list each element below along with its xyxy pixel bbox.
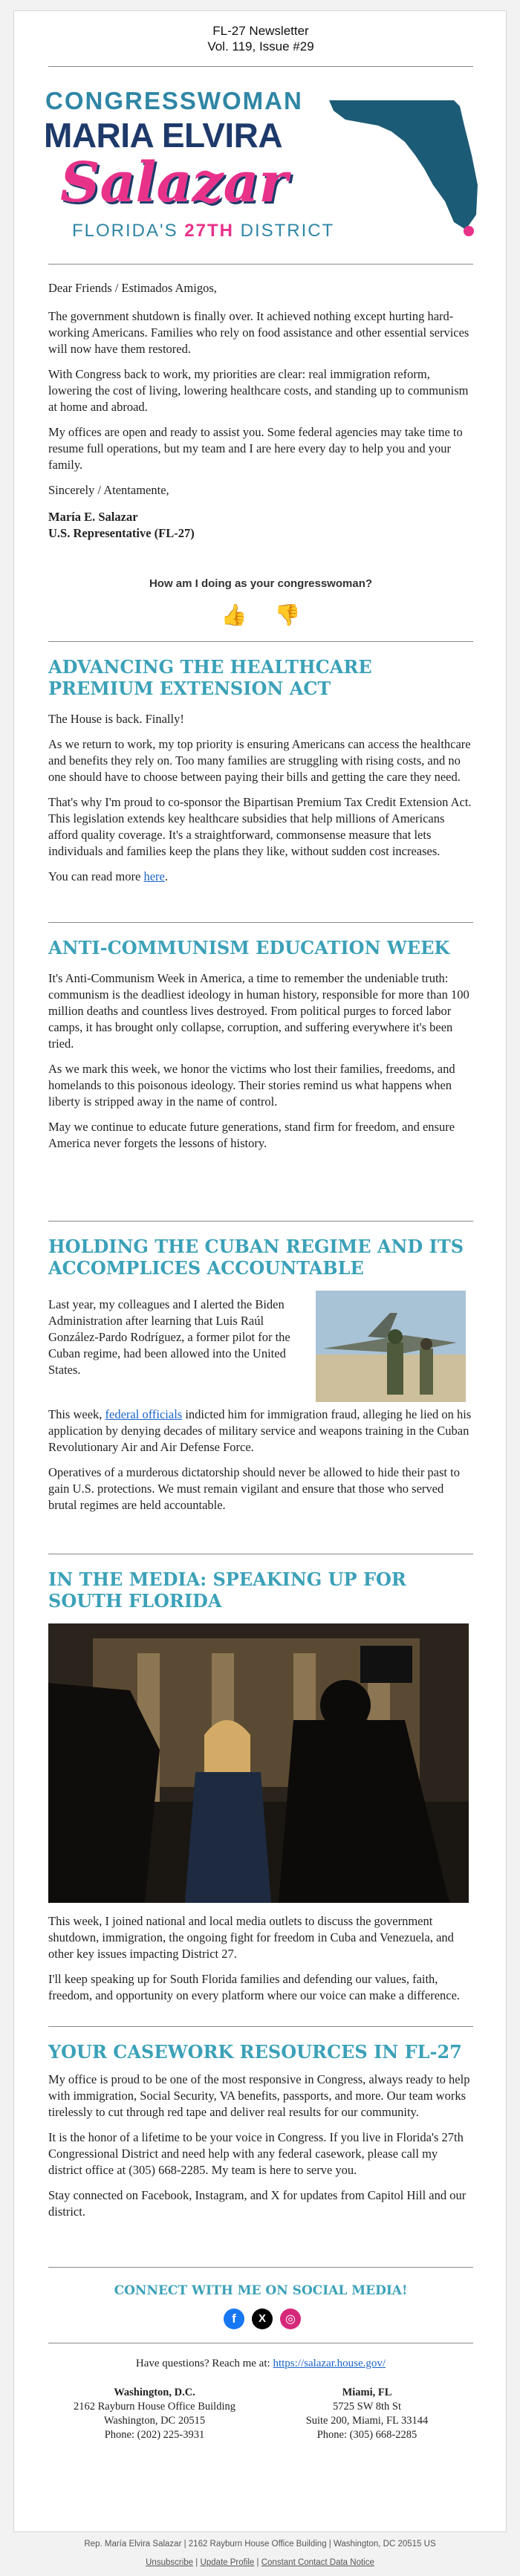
signature-name: María E. Salazar [48, 510, 138, 524]
section-paragraph: Operatives of a murderous dictatorship should never be allowed to hide their past to gain U.S. protections. We must remain vigilant and ensure that those who served brutal regimes are held accountable. [48, 1465, 460, 1512]
instagram-icon[interactable]: ◎ [280, 2309, 301, 2329]
newsletter-container [13, 10, 507, 2532]
office-phone: Phone: (202) 225-3931 [104, 2429, 205, 2441]
masthead-issue: Vol. 119, Issue #29 [207, 39, 314, 53]
federal-officials-link[interactable]: federal officials [105, 1407, 183, 1421]
section-paragraph: The House is back. Finally! [48, 712, 184, 726]
signature-title: U.S. Representative (FL-27) [48, 526, 195, 540]
footer-address: Rep. María Elvira Salazar | 2162 Rayburn House Office Building | Washington, DC 20515 US [84, 2540, 436, 2549]
section-title: HOLDING THE CUBAN REGIME AND ITS ACCOMPLICES ACCOUNTABLE [48, 1236, 464, 1279]
masthead-title: FL-27 Newsletter [212, 24, 309, 38]
office-line: 2162 Rayburn House Office Building [73, 2401, 235, 2413]
section-paragraph: My office is proud to be one of the most responsive in Congress, always ready to help with immigration, Social Security, VA benefits, passports, and more. Our team works tirelessly to cut through red tape and deliver real results for our community. [48, 2072, 470, 2119]
banner-name: MARIA ELVIRA [44, 116, 283, 155]
divider [48, 2026, 473, 2027]
office-phone: Phone: (305) 668-2285 [316, 2429, 417, 2441]
section-paragraph: I'll keep speaking up for South Florida families and defending our values, faith, freedom, and opportunity on every platform where our voice can make a difference. [48, 1972, 461, 2002]
section-paragraph: That's why I'm proud to co-sponsor the Bipartisan Premium Tax Credit Extension Act. This legislation extends key healthcare subsidies that help millions of Americans afford quality coverage. It's a straightforward, commonsense measure that lets individuals and families keep the plans they like, without sudden cost increases. [48, 795, 472, 858]
update-profile-link[interactable]: Update Profile [200, 2558, 255, 2567]
intro-letter [48, 280, 473, 542]
footer-separator: | [256, 2558, 259, 2567]
jet-fighter-image [316, 1291, 466, 1402]
read-more-period: . [164, 869, 168, 883]
divider [48, 264, 473, 265]
thumbs-down-icon[interactable]: 👎 [274, 604, 301, 627]
section-paragraph: May we continue to educate future generations, stand firm for freedom, and ensure America never forgets the lessons of history. [48, 1120, 455, 1150]
miami-office [261, 2386, 473, 2442]
contact-question-text: Have questions? Reach me at: [135, 2358, 273, 2369]
footer-separator: | [195, 2558, 198, 2567]
section-title: IN THE MEDIA: SPEAKING UP FOR SOUTH FLORIDA [48, 1568, 406, 1612]
section-title: YOUR CASEWORK RESOURCES IN FL-27 [48, 2041, 462, 2063]
divider [48, 922, 473, 923]
banner-script-name: Salazar [60, 151, 288, 215]
office-title: Miami, FL [342, 2387, 392, 2398]
section-paragraph: As we return to work, my top priority is ensuring Americans can access the healthcare and benefits they rely on. Too many families are struggling with rising costs, and no one should have to choose between paying their bills and getting the care they need. [48, 737, 471, 784]
paragraph-text: indicted him for immigration fraud, alleging he lied on his application by denying decades of military service and weapons training in the Cuban Revolutionary Air and Air Defense Force. [48, 1407, 472, 1454]
dc-office [48, 2386, 261, 2442]
cuban-photo [316, 1291, 466, 1402]
social-title: CONNECT WITH ME ON SOCIAL MEDIA! [114, 2283, 408, 2298]
footer-links [0, 2558, 520, 2567]
section-paragraph: It's Anti-Communism Week in America, a time to remember the undeniable truth: communism is the deadliest ideology in human history, responsible for more than 100 million deaths and countless lives destroyed. From political purges to forced labor camps, it has brought only collapse, corruption, and suffering everywhere it's been tried. [48, 971, 469, 1051]
divider [48, 1221, 473, 1222]
office-title: Washington, D.C. [114, 2387, 195, 2398]
divider [48, 2267, 473, 2268]
read-more-text: You can read more [48, 869, 144, 883]
district-number: 27TH [184, 221, 234, 241]
district-pre: FLORIDA'S [72, 221, 178, 241]
feedback-buttons [219, 603, 302, 631]
unsubscribe-link[interactable]: Unsubscribe [146, 2558, 194, 2567]
feedback-question: How am I doing as your congresswoman? [149, 577, 373, 590]
section-paragraph: This week, I joined national and local media outlets to discuss the government shutdown, immigration, the ongoing fight for freedom in Cuba and Venezuela, and other key issues impacting District 27. [48, 1914, 454, 1961]
thumbs-up-icon[interactable]: 👍 [221, 604, 247, 627]
section-paragraph: Last year, my colleagues and I alerted the Biden Administration after learning that Luis Raúl González-Pardo Rodríguez, a former pilot for the Cuban regime, had been allowed into the United States. [48, 1297, 290, 1377]
section-paragraph: As we mark this week, we honor the victims who lost their families, freedoms, and homelands to this poisonous ideology. Their stories remind us what happens when liberty is stripped away in the name of control. [48, 1062, 455, 1109]
section-paragraph: Stay connected on Facebook, Instagram, and X for updates from Capitol Hill and our district. [48, 2188, 467, 2219]
cuban-section [48, 1236, 473, 1279]
office-line: Washington, DC 20515 [103, 2415, 206, 2427]
intro-paragraph: My offices are open and ready to assist you. Some federal agencies may take time to resume full operations, but my team and I are here every day to help you and your family. [48, 425, 463, 472]
greeting: Dear Friends / Estimados Amigos, [48, 281, 217, 295]
data-notice-link[interactable]: Constant Contact Data Notice [261, 2558, 374, 2567]
paragraph-text: This week, [48, 1407, 105, 1421]
social-icons [224, 2309, 301, 2331]
section-paragraph [48, 1407, 473, 1456]
banner [38, 74, 484, 250]
intro-paragraph: The government shutdown is finally over. It achieved nothing except hurting hard-working Americans. Families who rely on food assistance and other essential services will now have them restored. [48, 309, 469, 356]
casework-section [48, 2041, 473, 2220]
media-photo [48, 1623, 469, 1903]
office-line: Suite 200, Miami, FL 33144 [305, 2415, 429, 2427]
district-post: DISTRICT [240, 221, 335, 241]
office-line: 5725 SW 8th St [333, 2401, 401, 2413]
anticommunism-section [48, 937, 473, 1152]
section-paragraph: It is the honor of a lifetime to be your voice in Congress. If you live in Florida's 27th Congressional District and need help with any federal casework, please call my district office at (305) 668-2285. My team is here to serve you. [48, 2130, 464, 2177]
interview-image [48, 1623, 469, 1903]
healthcare-section [48, 656, 473, 885]
divider [48, 641, 473, 642]
media-section [48, 1568, 473, 1612]
cuban-text-body [48, 1407, 473, 1514]
contact-question [48, 2358, 473, 2370]
media-text [48, 1913, 473, 2004]
x-icon[interactable]: X [252, 2309, 273, 2329]
read-more-link[interactable]: here [143, 869, 165, 883]
facebook-icon[interactable]: f [224, 2309, 244, 2329]
masthead [48, 23, 473, 54]
website-link[interactable]: https://salazar.house.gov/ [273, 2358, 386, 2369]
divider [48, 66, 473, 67]
banner-district [72, 221, 334, 241]
section-title: ANTI-COMMUNISM EDUCATION WEEK [48, 937, 450, 958]
banner-congresswoman: CONGRESSWOMAN [45, 87, 303, 114]
cuban-text-left [48, 1297, 308, 1378]
read-more [48, 869, 473, 885]
intro-paragraph: With Congress back to work, my priorities are clear: real immigration reform, lowering the cost of living, lowering healthcare costs, and standing up to communism at home and abroad. [48, 367, 469, 414]
section-title: ADVANCING THE HEALTHCARE PREMIUM EXTENSION ACT [48, 656, 372, 699]
closing: Sincerely / Atentamente, [48, 483, 169, 497]
